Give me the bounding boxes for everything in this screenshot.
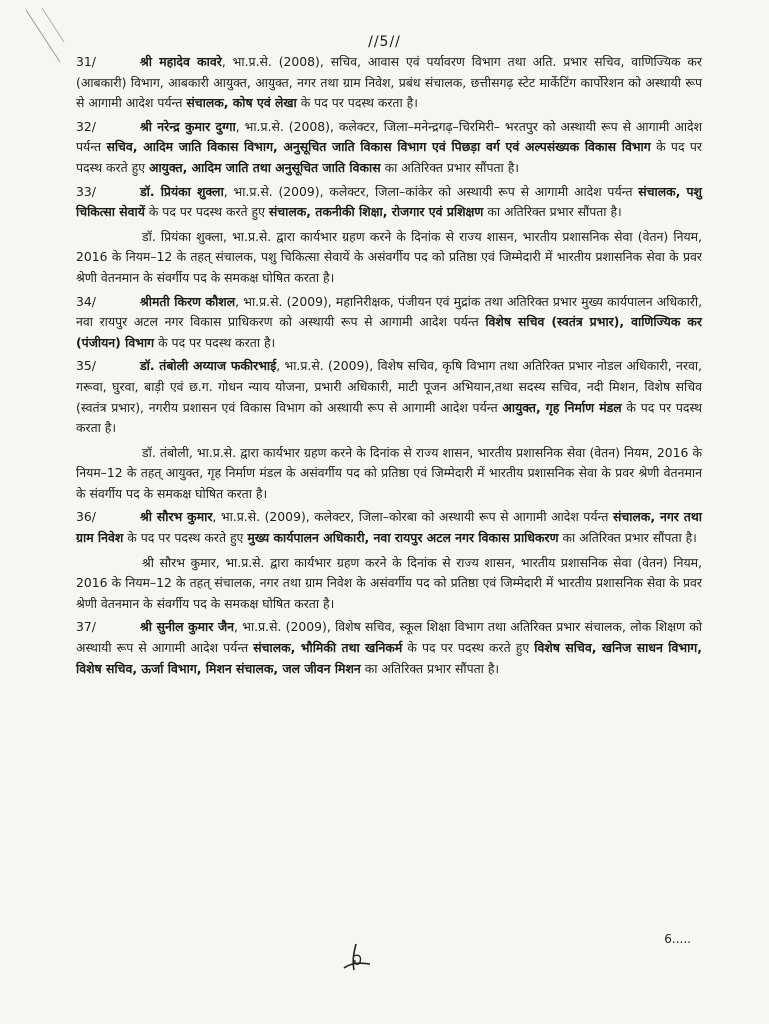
text-segment: के पद पर पदस्थ करते हुए <box>123 530 248 546</box>
text-segment: का अतिरिक्त प्रभार सौंपता है। <box>483 204 622 220</box>
sub-paragraph: डॉ. प्रियंका शुक्ला, भा.प्र.से. द्वारा कार्यभार ग्रहण करने के दिनांक से राज्य शासन, भारतीय प्रशासनिक सेवा (वेतन) नियम, 2016 के नियम–12 के तहत् संचालक, पशु चिकित्सा सेवायें के असंवर्गीय पद को प्रतिष्ठा एवं जिम्मेदारी में भारतीय प्रशासनिक सेवा के प्रवर श्रेणी वेतनमान के संवर्गीय पद के समकक्ष घोषित करता है। <box>76 228 702 285</box>
bold-text-segment: मुख्य कार्यपालन अधिकारी, नवा रायपुर अटल नगर विकास प्राधिकरण <box>247 530 559 546</box>
order-paragraph <box>76 356 702 438</box>
text-segment: के पद पर पदस्थ करता है। <box>296 95 418 111</box>
bold-text-segment: डॉ. प्रियंका शुक्ला <box>140 183 224 199</box>
bold-text-segment: संचालक, नगर तथा ग्राम निवेश <box>76 509 702 546</box>
bold-text-segment: श्री नरेन्द्र कुमार दुग्गा <box>140 118 236 134</box>
bold-text-segment: संचालक, पशु चिकित्सा सेवायें <box>76 183 702 220</box>
bold-text-segment: आयुक्त, आदिम जाति तथा अनुसूचित जाति विकास <box>149 159 381 175</box>
order-paragraph <box>76 617 702 679</box>
sub-paragraph: श्री सौरभ कुमार, भा.प्र.से. द्वारा कार्यभार ग्रहण करने के दिनांक से राज्य शासन, भारतीय प्रशासनिक सेवा (वेतन) नियम, 2016 के नियम–12 के तहत् संचालक, नगर तथा ग्राम निवेश के असंवर्गीय पद को प्रतिष्ठा एवं जिम्मेदारी में भारतीय प्रशासनिक सेवा के प्रवर श्रेणी वेतनमान के संवर्गीय पद के समकक्ष घोषित करता है। <box>76 554 702 611</box>
text-segment: का अतिरिक्त प्रभार सौंपता है। <box>380 159 519 175</box>
text-segment: के पद पर पदस्थ करता है। <box>76 399 703 436</box>
bold-text-segment: विशेष सचिव (स्वतंत्र प्रभार), वाणिज्यिक कर (पंजीयन) विभाग <box>76 314 702 350</box>
text-segment: , भा.प्र.से. (2009), कलेक्टर, जिला–कांकेर को अस्थायी रूप से आगामी आदेश पर्यन्त <box>223 183 639 199</box>
order-paragraph <box>76 52 702 114</box>
text-segment: , भा.प्र.से. (2009), विशेष सचिव, स्कूल शिक्षा विभाग तथा अतिरिक्त प्रभार संचालक, लोक शिक्षण को अस्थायी रूप से आगामी आदेश पर्यन्त <box>76 619 703 656</box>
text-segment: का अतिरिक्त प्रभार सौंपता है। <box>558 530 697 546</box>
text-segment: का अतिरिक्त प्रभार सौंपता है। <box>360 660 500 676</box>
bold-text-segment: श्री महादेव कावरे <box>140 54 222 69</box>
bold-text-segment: संचालक, कोष एवं लेखा <box>186 95 297 111</box>
text-segment: , भा.प्र.से. (2009), कलेक्टर, जिला–कोरबा को अस्थायी रूप से आगामी आदेश पर्यन्त <box>212 509 613 525</box>
signature-mark <box>340 938 374 974</box>
paragraph-number: 34/ <box>76 293 96 309</box>
bold-text-segment: सचिव, आदिम जाति विकास विभाग, अनुसूचित जाति विकास विभाग एवं पिछड़ा वर्ग एवं अल्पसंख्यक विकास विभाग <box>106 139 651 155</box>
order-paragraph <box>76 507 702 548</box>
bold-text-segment: श्री सुनील कुमार जैन <box>140 619 235 635</box>
bold-text-segment: विशेष सचिव, खनिज साधन विभाग, विशेष सचिव, ऊर्जा विभाग, मिशन संचालक, जल जीवन मिशन <box>76 640 702 676</box>
text-segment: के पद पर पदस्थ करते हुए <box>144 204 269 220</box>
text-segment: , भा.प्र.से. (2008), कलेक्टर, जिला–मनेन्द्रगढ़–चिरमिरी– भरतपुर को अस्थायी रूप से आगामी आदेश पर्यन्त <box>76 118 702 155</box>
paragraph-number: 37/ <box>76 619 96 635</box>
sub-paragraph: डॉ. तंबोली, भा.प्र.से. द्वारा कार्यभार ग्रहण करने के दिनांक से राज्य शासन, भारतीय प्रशासनिक सेवा (वेतन) नियम, 2016 के नियम–12 के तहत् आयुक्त, गृह निर्माण मंडल के असंवर्गीय पद को प्रतिष्ठा एवं जिम्मेदारी में भारतीय प्रशासनिक सेवा के प्रवर श्रेणी वेतनमान के संवर्गीय पद के समकक्ष घोषित करता है। <box>76 444 702 501</box>
text-segment: , भा.प्र.से. (2009), विशेष सचिव, कृषि विभाग तथा अतिरिक्त प्रभार नोडल अधिकारी, नरवा, गरूवा, घुरवा, बाड़ी एवं छ.ग. गोधन न्याय योजना, प्रभारी अधिकारी, माटी पूजन अभियान,तथा सदस्य सचिव, नदी मिशन, विशेष सचिव (स्वतंत्र प्रभार), नगरीय प्रशासन एवं विकास विभाग को अस्थायी रूप से आगामी आदेश पर्यन्त <box>76 358 702 415</box>
text-segment: के पद पर पदस्थ करते हुए <box>76 139 702 175</box>
paragraph-number: 35/ <box>76 358 96 374</box>
text-segment: के पद पर पदस्थ करता है। <box>154 334 276 350</box>
paragraph-number: 33/ <box>76 183 96 199</box>
text-segment: , भा.प्र.से. (2009), महानिरीक्षक, पंजीयन एवं मुद्रांक तथा अतिरिक्त प्रभार मुख्य कार्यपालन अधिकारी, नवा रायपुर अटल नगर विकास प्राधिकरण को अस्थायी रूप से आगामी आदेश पर्यन्त <box>76 293 703 330</box>
next-page-indicator: 6..... <box>664 932 691 946</box>
order-paragraph <box>76 117 702 179</box>
page-number: //5// <box>368 34 401 50</box>
bold-text-segment: आयुक्त, गृह निर्माण मंडल <box>502 399 622 415</box>
paragraph-number: 36/ <box>76 509 96 525</box>
bold-text-segment: संचालक, तकनीकी शिक्षा, रोजगार एवं प्रशिक्षण <box>268 204 484 220</box>
text-segment: , भा.प्र.से. (2008), सचिव, आवास एवं पर्यावरण विभाग तथा अति. प्रभार सचिव, वाणिज्यिक कर (आबकारी) विभाग, आबकारी आयुक्त, आयुक्त, नगर तथा ग्राम निवेश, प्रबंध संचालक, छत्तीसगढ़ स्टेट मार्केटिंग कार्पोरेशन को अस्थायी रूप से आगामी आदेश पर्यन्त <box>76 54 702 111</box>
text-segment: के पद पर पदस्थ करते हुए <box>402 640 535 656</box>
bold-text-segment: डॉ. तंबोली अय्याज फकीरभाई <box>140 358 277 374</box>
paragraph-number: 32/ <box>76 118 96 134</box>
bold-text-segment: श्री सौरभ कुमार <box>140 509 213 525</box>
bold-text-segment: संचालक, भौमिकी तथा खनिकर्म <box>253 640 403 656</box>
document-body <box>76 52 702 682</box>
order-paragraph <box>76 182 702 223</box>
paragraph-number: 31/ <box>76 54 96 69</box>
order-paragraph <box>76 292 702 354</box>
bold-text-segment: श्रीमती किरण कौशल <box>140 293 236 309</box>
